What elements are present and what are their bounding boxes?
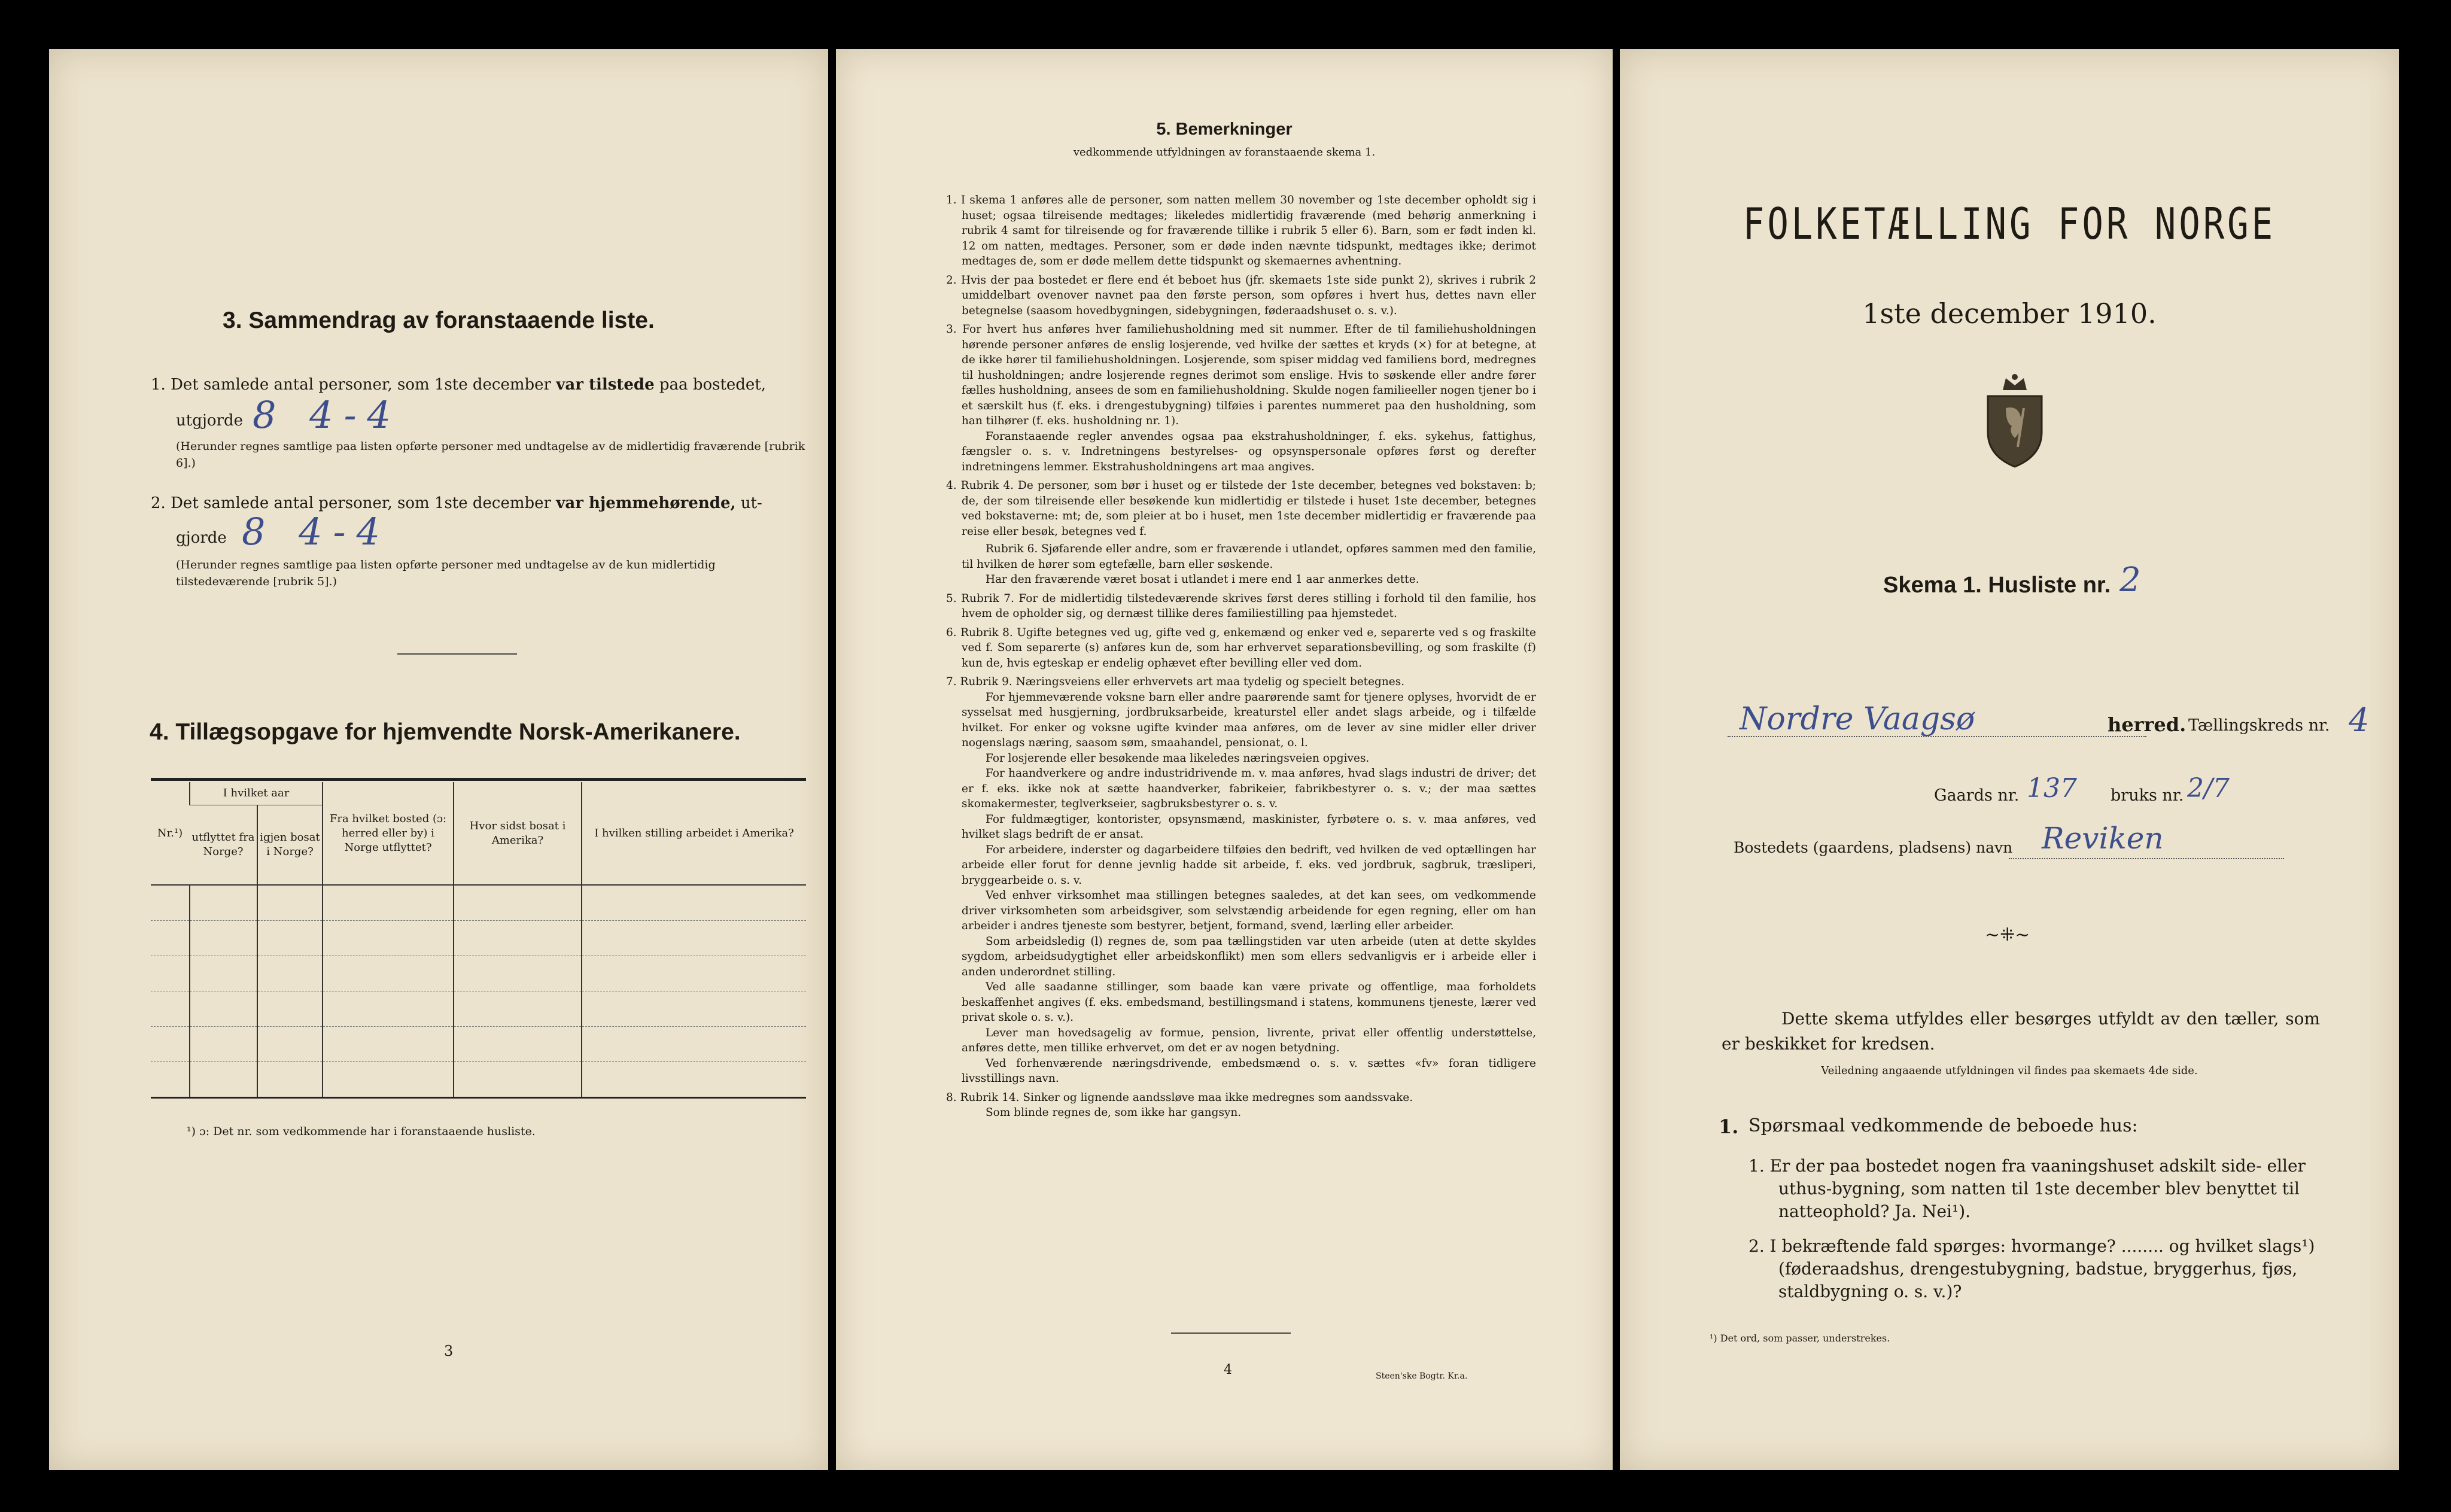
col-group: I hvilket aar	[190, 782, 323, 805]
summary-item-1-label: utgjorde	[176, 412, 244, 430]
left-page	[49, 49, 828, 1470]
paragraph: 3. For hvert hus anføres hver familiehusholdning med sit nummer. Efter de til familiehusholdningen hørende personer anføres de enslig losjerende, ved hvilke der sættes et kryds (×) for at betegne, at de ikke hører til familiehusholdningen. Losjerende, som spiser middag ved familiens bord, medregnes til husholdningen; andre losjerende regnes derimot som enslige. Hvis to søskende eller andre fører fælles husholdning, ansees de som en familiehusholdning. Skulde nogen familieeller nogen tjener bo i et særskilt hus (f. eks. i drengestubygning) tilføies i parentes nummeret paa den husholdning, som han tilhører (f. eks. husholdning nr. 1).	[946, 323, 1536, 427]
paragraph: Som arbeidsledig (l) regnes de, som paa tællingstiden var uten arbeide (uten at dette skyldes sygdom, arbeidsudygtighet eller arbeidskonflikt) men som ellers sedvanligvis er i arbeide eller i anden underordnet stilling.	[962, 935, 1536, 978]
paragraph: For haandverkere og andre industridrivende m. v. maa anføres, hvad slags industri de driver; det er f. eks. ikke nok at sætte haandverker, fabrikeier, fabrikbestyrer o. s. v.; der maa sættes skomakermester, teglverkseier, sagbruksbestyrer o. s. v.	[962, 767, 1536, 810]
paragraph: Ved enhver virksomhet maa stillingen betegnes saaledes, at det kan sees, om vedkommende driver virksomheten som arbeidsgiver, som selvstændig arbeidende for egen regning, eller om han arbeider i andres tjeneste som bestyrer, betjent, formand, svend, lærling eller arbeider.	[962, 889, 1536, 932]
paragraph: For arbeidere, inderster og dagarbeidere tilføies den bedrift, ved hvilken de ved optællingen har arbeide eller forut for denne jevnlig hadde sit arbeide, f. eks. ved jordbruk, sagbruk, træsliperi, bryggearbeide o. s. v.	[962, 843, 1536, 887]
paragraph: Lever man hovedsagelig av formue, pension, livrente, privat eller offentlig understøttelse, anføres dette, men tillike erhvervet, om det er av nogen betydning.	[962, 1026, 1536, 1054]
table-footnote: ¹) ɔ: Det nr. som vedkommende har i foranstaaende husliste.	[187, 1125, 536, 1138]
question-1: 1. Er der paa bostedet nogen fra vaaningshuset adskilt side- eller uthus-bygning, som natten til 1ste december blev benyttet til natteophold? Ja. Nei¹).	[1748, 1156, 2306, 1221]
summary-item-2-label: gjorde	[176, 529, 227, 547]
section4-title: 4. Tillægsopgave for hjemvendte Norsk-Amerikanere.	[150, 719, 741, 745]
paragraph: 7. Rubrik 9. Næringsveiens eller erhvervets art maa tydelig og specielt betegnes.	[946, 676, 1405, 688]
summary-item-1-value: 8 4-4	[253, 393, 402, 437]
bruks-value: 2/7	[2187, 773, 2230, 804]
paragraph: Foranstaaende regler anvendes ogsaa paa ekstrahusholdninger, f. eks. sykehus, fattighus, fængsler o. s. v. Indretningens bestyrelses- og opsynspersonale opføres først og derefter indretningens lemmer. Ekstrahusholdningens art maa angives.	[962, 430, 1536, 473]
bruks-label: bruks nr.	[2111, 786, 2184, 805]
paragraph: 6. Rubrik 8. Ugifte betegnes ved ug, gifte ved g, enkemænd og enker ved e, separerte ved s og fraskilte ved f. Som separerte (s) anføres kun de, som har erhvervet separationsbevilling, og som fraskilte (f) kun de, hvis egteskap er endelig ophævet efter bevilling eller ved dom.	[946, 626, 1536, 670]
right-footnote: ¹) Det ord, som passer, understrekes.	[1710, 1332, 1890, 1344]
paragraph: 2. Hvis der paa bostedet er flere end ét beboet hus (jfr. skemaets 1ste side punkt 2), skrives i rubrik 2 umiddelbart ovenover navnet paa den første person, som opføres i hvert hus, dettes navn eller betegnelse (saasom hovedbygningen, sidebygningen, føderaadshuset o. s. v.).	[946, 273, 1536, 317]
skema-label: Skema 1. Husliste nr.	[1883, 573, 2111, 598]
kreds-value: 4	[2349, 701, 2370, 739]
bemerkninger-title: 5. Bemerkninger	[1156, 120, 1293, 139]
divider	[397, 653, 517, 655]
kreds-label: Tællingskreds nr.	[2188, 716, 2330, 735]
bemerkninger-subtitle: vedkommende utfyldningen av foranstaaende skema 1.	[1073, 146, 1376, 159]
page-number: 4	[1224, 1362, 1232, 1377]
bemerkninger-body	[938, 193, 1536, 1121]
norsk-amerikanere-table	[151, 782, 806, 1099]
paragraph: Ved alle saadanne stillinger, som baade kan være private og offentlige, maa forholdets beskaffenhet angives (f. eks. embedsmand, bestillingsmand i statens, kommunens tjeneste, lærer ved privat skole o. s. v.).	[962, 981, 1536, 1024]
paragraph: For hjemmeværende voksne barn eller andre paarørende samt for tjenere oplyses, hvorvidt de er sysselsat med husgjerning, jordbruksarbeide, kreaturstel eller andet slags arbeide, og i tilfælde hvilket. For enker og voksne ugifte kvinder maa anføres, om de lever av sine midler eller driver nogenslags næring, saasom søm, smaahandel, pensionat, o. l.	[962, 690, 1536, 749]
summary-item-2-value: 8 4-4	[242, 510, 391, 553]
summary-item-1: 1. Det samlede antal personer, som 1ste december var tilstede paa bostedet,	[151, 376, 767, 394]
col-igjen-bosat: igjen bosat i Norge?	[257, 805, 323, 886]
table-row	[151, 991, 806, 1027]
gaards-value: 137	[2027, 773, 2077, 804]
paragraph: Ved forhenværende næringsdrivende, embedsmænd o. s. v. sættes «fv» foran tidligere livsstillings navn.	[962, 1057, 1536, 1085]
summary-item-2: 2. Det samlede antal personer, som 1ste december var hjemmehørende, ut-	[151, 494, 762, 512]
paragraph: For losjerende eller besøkende maa likeledes næringsveien opgives.	[986, 752, 1370, 765]
bosted-label: Bostedets (gaardens, pladsens) navn	[1734, 839, 2013, 856]
right-page	[1620, 49, 2399, 1470]
paragraph: 4. Rubrik 4. De personer, som bør i huset og er tilstede der 1ste december, betegnes ved bokstaven: b; de, der som tilreisende eller besøkende kun midlertidig er tilstede i huset 1ste december, betegnes ved bokstaverne: mt; de, som pleier at bo i huset, men 1ste december midlertidig er fraværende paa reise eller besøk, betegnes ved f.	[946, 479, 1536, 538]
middle-page	[836, 49, 1613, 1470]
col-fra-bosted: Fra hvilket bosted (ɔ: herred eller by) i Norge utflyttet?	[323, 782, 454, 885]
paragraph: 1. I skema 1 anføres alle de personer, som natten mellem 30 november og 1ste december opholdt sig i huset; ogsaa tilreisende medtages; likeledes midlertidig fraværende (med behørig anmerkning i rubrik 4 samt for tilreisende og for fraværende tillike i rubrik 5 eller 6). Barn, som er født inden kl. 12 om natten, medtages. Personer, som er døde inden nævnte tidspunkt, medtages ikke; derimot medtages de, som er døde mellem dette tidspunkt og skemaernes avhentning.	[946, 194, 1536, 267]
ornament: ~⁜~	[1985, 924, 2030, 945]
q-heading: Spørsmaal vedkommende de beboede hus:	[1748, 1115, 2138, 1136]
paragraph: Rubrik 6. Sjøfarende eller andre, som er fraværende i utlandet, opføres sammen med den familie, til hvilken de hører som egtefælle, barn eller søskende.	[962, 543, 1536, 571]
intro-text: Dette skema utfyldes eller besørges utfyldt av den tæller, som er beskikket for kredsen.	[1722, 1009, 2320, 1054]
paragraph: Som blinde regnes de, som ikke har gangsyn.	[986, 1106, 1242, 1119]
col-nr: Nr.¹)	[157, 826, 183, 839]
coat-of-arms-icon	[1982, 372, 2048, 468]
divider	[1171, 1332, 1291, 1334]
col-stilling: I hvilken stilling arbeidet i Amerika?	[582, 782, 806, 885]
form-title: FOLKETÆLLING FOR NORGE	[1743, 199, 2276, 249]
summary-item-1-note: (Herunder regnes samtlige paa listen opførte personer med undtagelse av de midlertidig fraværende [rubrik 6].)	[176, 440, 805, 470]
table-row	[151, 1062, 806, 1098]
section3-title: 3. Sammendrag av foranstaaende liste.	[223, 308, 655, 333]
q-heading-num: 1.	[1719, 1115, 1739, 1138]
col-utflyttet: utflyttet fra Norge?	[191, 831, 255, 858]
herred-value: Nordre Vaagsø	[1740, 701, 1975, 737]
paragraph: Har den fraværende været bosat i utlandet i mere end 1 aar anmerkes dette.	[986, 573, 1419, 586]
table-row	[151, 956, 806, 991]
col-sidst-bosat: Hvor sidst bosat i Amerika?	[454, 782, 582, 885]
gaards-label: Gaards nr.	[1934, 786, 2020, 805]
printer-mark: Steen'ske Bogtr. Kr.a.	[1376, 1371, 1468, 1381]
paragraph: 5. Rubrik 7. For de midlertidig tilstedeværende skrives først deres stilling i forhold til den familie, hos hvem de opholder sig, og dernæst tillike deres familiestilling paa hjemstedet.	[946, 592, 1536, 620]
bosted-line	[2009, 858, 2284, 859]
table-row	[151, 921, 806, 956]
intro-note: Veiledning angaaende utfyldningen vil findes paa skemaets 4de side.	[1821, 1064, 2198, 1077]
form-date: 1ste december 1910.	[1862, 297, 2157, 330]
husliste-nr: 2	[2119, 561, 2141, 600]
page-number: 3	[444, 1343, 454, 1359]
herred-label: herred.	[2108, 713, 2187, 736]
paragraph: For fuldmægtiger, kontorister, opsynsmænd, maskinister, fyrbøtere o. s. v. maa anføres, ved hvilket slags bedrift de er ansat.	[962, 813, 1536, 841]
bosted-value: Reviken	[2042, 821, 2164, 856]
question-2: 2. I bekræftende fald spørges: hvormange? ........ og hvilket slags¹) (føderaadshus, drengestubygning, badstue, bryggerhus, fjøs, staldbygning o. s. v.)?	[1748, 1236, 2315, 1301]
table-row	[151, 1027, 806, 1062]
table-row	[151, 885, 806, 921]
summary-item-2-note: (Herunder regnes samtlige paa listen opførte personer med undtagelse av de kun midlertidig tilstedeværende [rubrik 5].)	[176, 558, 716, 588]
table-top-rule	[151, 778, 806, 781]
paragraph: 8. Rubrik 14. Sinker og lignende aandssløve maa ikke medregnes som aandssvake.	[946, 1091, 1413, 1104]
